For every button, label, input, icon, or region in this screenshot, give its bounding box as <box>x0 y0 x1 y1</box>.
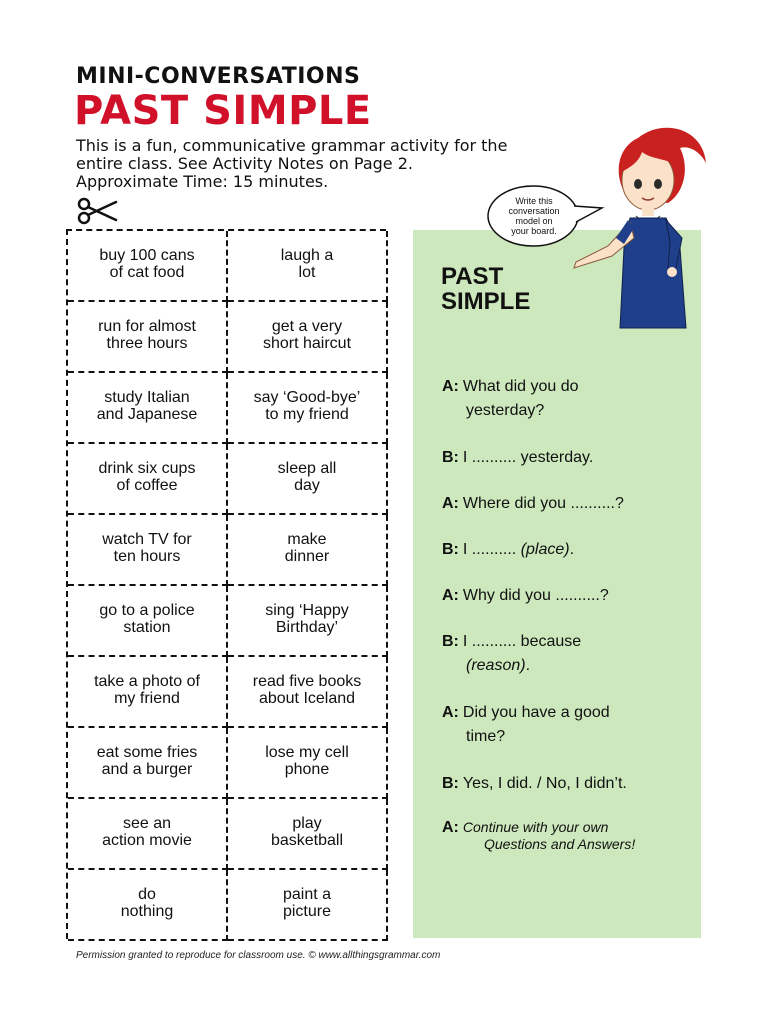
dialog-line: B: I .......... because (reason). <box>442 633 582 674</box>
intro-line: This is a fun, communicative grammar activity for the <box>76 136 508 155</box>
teacher-illustration <box>568 118 718 333</box>
activity-card: lose my cell phone <box>228 728 388 799</box>
intro-line: entire class. See Activity Notes on Page 2. <box>76 154 413 173</box>
activity-card: drink six cups of coffee <box>68 444 228 515</box>
activity-card: buy 100 cans of cat food <box>68 231 228 302</box>
activity-card: take a photo of my friend <box>68 657 228 728</box>
dialog-line: B: Yes, I did. / No, I didn’t. <box>442 775 627 792</box>
activity-card: play basketball <box>228 799 388 870</box>
dialog-line: B: I .......... yesterday. <box>442 449 594 466</box>
dialog-line: A: Did you have a good time? <box>442 704 610 745</box>
panel-title: PAST SIMPLE <box>441 263 531 315</box>
dialog-line: B: I .......... (place). <box>442 541 575 558</box>
dialog-panel <box>413 230 701 938</box>
activity-card: laugh a lot <box>228 231 388 302</box>
activity-card: do nothing <box>68 870 228 941</box>
dialog-line: A: Where did you ..........? <box>442 495 624 512</box>
page-kicker: MINI-CONVERSATIONS <box>76 64 361 89</box>
activity-card: see an action movie <box>68 799 228 870</box>
activity-card: run for almost three hours <box>68 302 228 373</box>
page-title: PAST SIMPLE <box>74 88 372 134</box>
activity-card: paint a picture <box>228 870 388 941</box>
dialog-line: A: Continue with your own Questions and Answers! <box>442 819 636 852</box>
intro-line: Approximate Time: 15 minutes. <box>76 172 329 191</box>
activity-card: sleep all day <box>228 444 388 515</box>
activity-card: go to a police station <box>68 586 228 657</box>
activity-card: sing ‘Happy Birthday’ <box>228 586 388 657</box>
intro-text <box>76 137 556 191</box>
dialog-line: A: Why did you ..........? <box>442 587 609 604</box>
dialog-line: A: What did you do yesterday? <box>442 378 579 419</box>
scissors-icon <box>74 196 118 226</box>
speech-bubble-text: Write this conversation model on your board. <box>508 196 560 236</box>
activity-cards <box>66 229 386 939</box>
activity-card: say ‘Good-bye’ to my friend <box>228 373 388 444</box>
activity-card: watch TV for ten hours <box>68 515 228 586</box>
activity-card: eat some fries and a burger <box>68 728 228 799</box>
activity-card: make dinner <box>228 515 388 586</box>
activity-card: study Italian and Japanese <box>68 373 228 444</box>
activity-card: read five books about Iceland <box>228 657 388 728</box>
permission-footer: Permission granted to reproduce for classroom use. © www.allthingsgrammar.com <box>76 950 441 961</box>
activity-card: get a very short haircut <box>228 302 388 373</box>
